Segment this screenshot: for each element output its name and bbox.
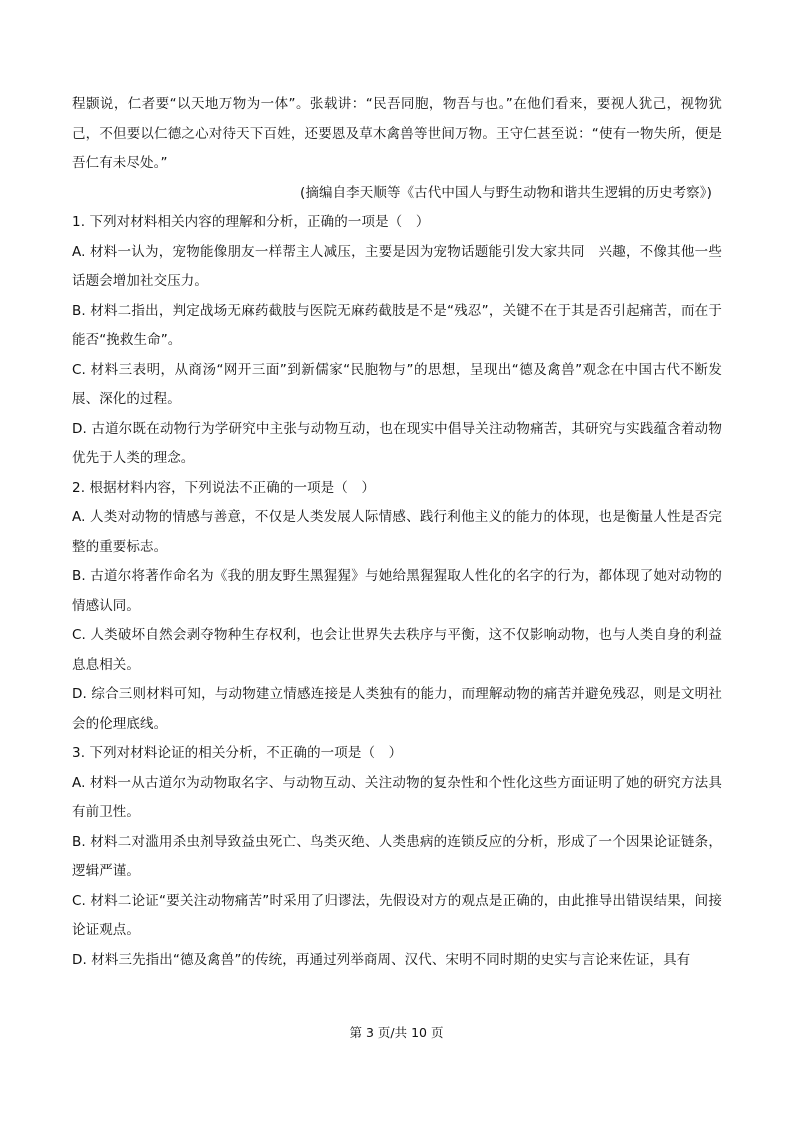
question-stem: 2. 根据材料内容，下列说法不正确的一项是（ ） [72, 479, 376, 496]
question-1 [72, 208, 722, 474]
intro-paragraph: 程颢说，仁者要“以天地万物为一体”。张载讲：“民吾同胞，物吾与也。”在他们看来，要视人犹己，视物犹己，不但要以仁德之心对待天下百姓，还要恩及草木禽兽等世间万物。王守仁甚至说：“使有一物失所，便是吾仁有未尽处。” [72, 96, 722, 171]
option-a: A. 材料一从古道尔为动物取名字、与动物互动、关注动物的复杂性和个性化这些方面证明了她的研究方法具有前卫性。 [72, 774, 722, 820]
page-footer: 第 3 页/共 10 页 [349, 1025, 444, 1040]
option-d: D. 古道尔既在动物行为学研究中主张与动物互动，也在现实中倡导关注动物痛苦，其研究与实践蕴含着动物优先于人类的理念。 [72, 420, 722, 466]
option-c: C. 材料三表明，从商汤“网开三面”到新儒家“民胞物与”的思想，呈现出“德及禽兽”观念在中国古代不断发展、深化的过程。 [72, 361, 722, 407]
question-stem: 3. 下列对材料论证的相关分析，不正确的一项是（ ） [72, 745, 403, 761]
option-d: D. 材料三先指出“德及禽兽”的传统，再通过列举商周、汉代、宋明不同时期的史实与言论来佐证，具有 [72, 951, 691, 968]
question-stem: 1. 下列对材料相关内容的理解和分析，正确的一项是（ ） [72, 214, 430, 230]
option-b: B. 古道尔将著作命名为《我的朋友野生黑猩猩》与她给黑猩猩取人性化的名字的行为，都体现了她对动物的情感认同。 [72, 568, 722, 614]
option-b: B. 材料二对滥用杀虫剂导致益虫死亡、鸟类灭绝、人类患病的连锁反应的分析，形成了一个因果论证链条，逻辑严谨。 [72, 833, 722, 879]
source-citation: (摘编自李天顺等《古代中国人与野生动物和谐共生逻辑的历史考察》) [300, 184, 712, 201]
option-b: B. 材料二指出，判定战场无麻药截肢与医院无麻药截肢是不是“残忍”，关键不在于其是否引起痛苦，而在于能否“挽救生命”。 [72, 302, 722, 348]
question-2 [72, 474, 722, 740]
option-d: D. 综合三则材料可知，与动物建立情感连接是人类独有的能力，而理解动物的痛苦并避免残忍，则是文明社会的伦理底线。 [72, 686, 722, 732]
option-c: C. 人类破坏自然会剥夺物种生存权利，也会让世界失去秩序与平衡，这不仅影响动物，也与人类自身的利益息息相关。 [72, 627, 722, 673]
question-3 [72, 739, 722, 975]
option-a: A. 人类对动物的情感与善意，不仅是人类发展人际情感、践行利他主义的能力的体现，也是衡量人性是否完整的重要标志。 [72, 509, 722, 555]
option-c: C. 材料二论证“要关注动物痛苦”时采用了归谬法，先假设对方的观点是正确的，由此推导出错误结果，间接论证观点。 [72, 892, 722, 938]
page-content [72, 90, 722, 975]
option-a: A. 材料一认为，宠物能像朋友一样帮主人减压，主要是因为宠物话题能引发大家共同 兴趣，不像其他一些话题会增加社交压力。 [72, 243, 722, 289]
